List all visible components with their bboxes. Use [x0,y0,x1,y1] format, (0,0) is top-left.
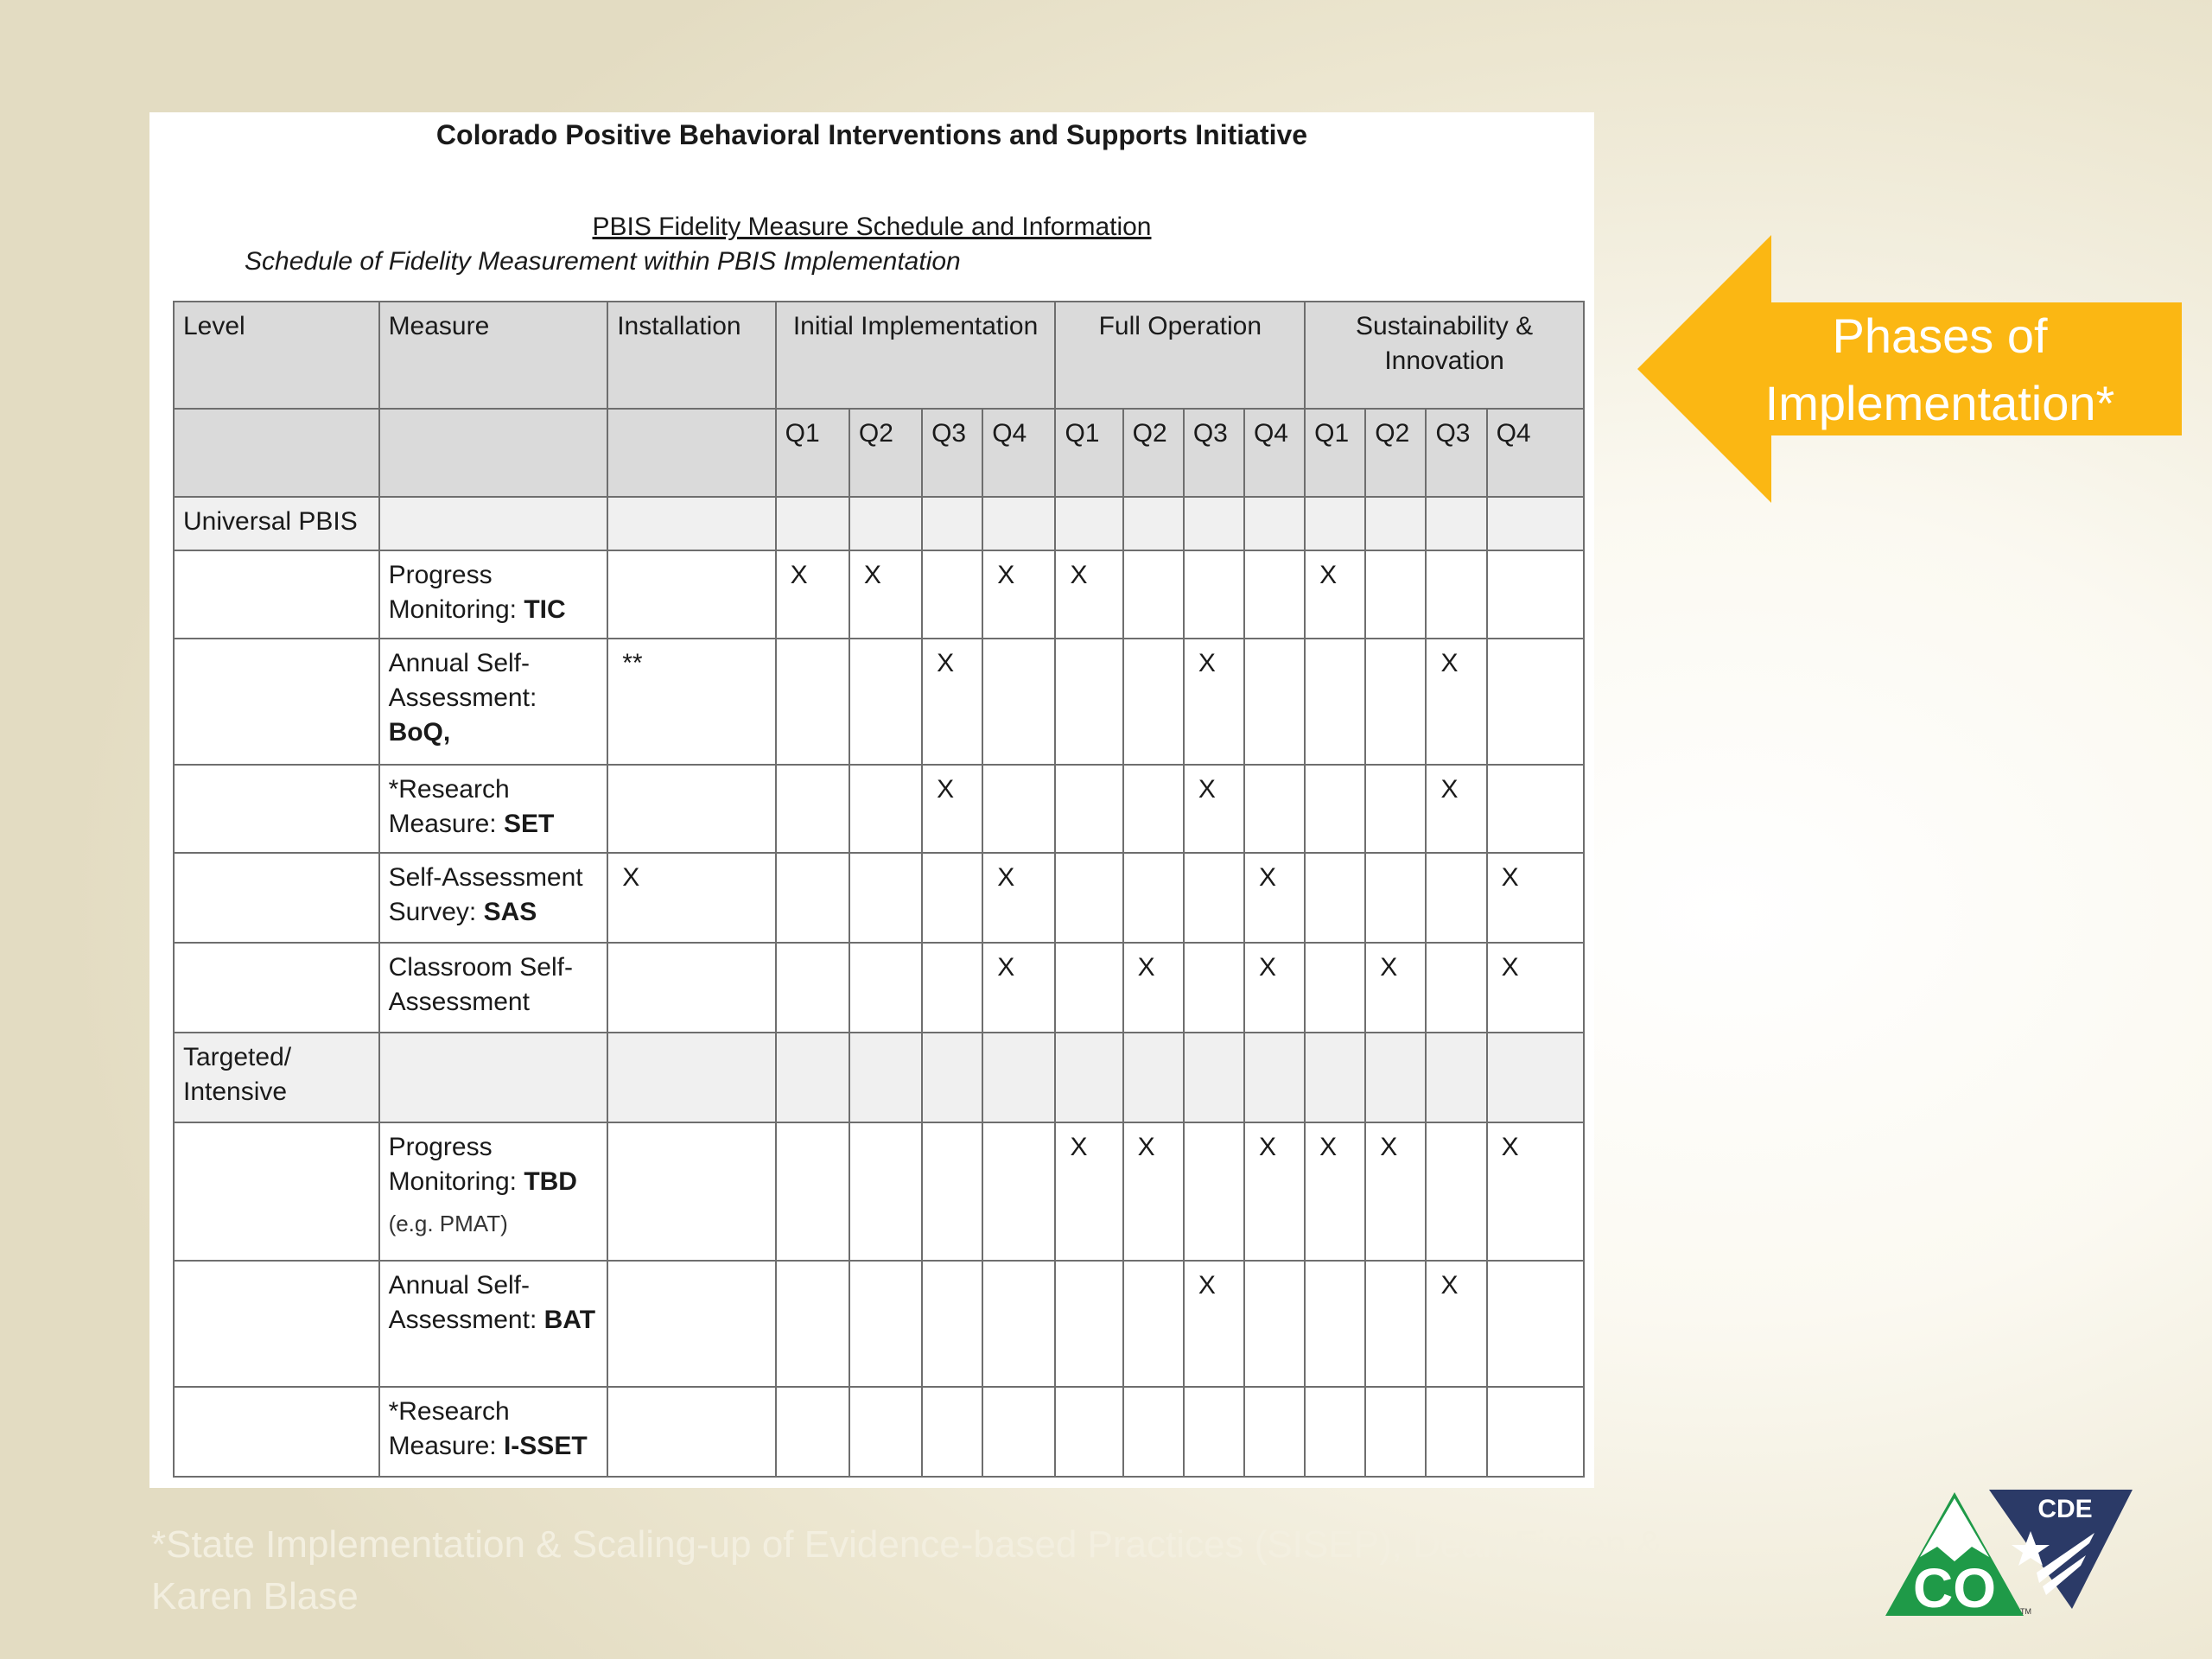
header-row-phases [174,302,1584,409]
empty-cell [1426,497,1486,550]
quarter-mark: X [922,639,982,765]
header-installation: Installation [607,302,775,409]
measure-tool: I-SSET [503,1432,588,1460]
quarter-mark [1426,853,1486,943]
measure-label: Annual Self-Assessment: [388,1271,537,1334]
measure-tool: BAT [543,1306,596,1334]
quarter-mark [776,639,849,765]
measure-cell [379,943,608,1033]
header-blank [174,409,379,497]
quarter-mark [1055,1261,1122,1387]
empty-cell [1365,1033,1426,1122]
installation-mark [607,550,775,639]
empty-cell [1123,497,1184,550]
quarter-header: Q1 [1305,409,1365,497]
tm-mark: TM [2020,1607,2031,1616]
quarter-mark [1055,1387,1122,1477]
empty-cell [1123,1033,1184,1122]
quarter-mark [1244,1387,1305,1477]
quarter-mark [1055,765,1122,853]
quarter-mark: X [1184,765,1244,853]
empty-cell [1244,1033,1305,1122]
quarter-mark [1305,1387,1365,1477]
empty-cell [776,497,849,550]
measure-note: (e.g. PMAT) [388,1211,508,1236]
table-row [174,853,1584,943]
quarter-mark [1123,1387,1184,1477]
quarter-mark [1123,765,1184,853]
quarter-mark [776,853,849,943]
quarter-header: Q4 [1244,409,1305,497]
installation-mark [607,1387,775,1477]
quarter-mark [1305,943,1365,1033]
measure-tool: SAS [483,898,537,926]
empty-cell [849,497,922,550]
empty-cell [1305,497,1365,550]
header-blank [607,409,775,497]
quarter-mark [922,550,982,639]
table-row [174,1261,1584,1387]
header-row-quarters [174,409,1584,497]
quarter-mark [849,943,922,1033]
quarter-mark: X [982,943,1055,1033]
empty-cell [1487,497,1584,550]
document-title: Colorado Positive Behavioral Interventions and Supports Initiative [435,119,1308,150]
quarter-mark [849,639,922,765]
measure-tool: TIC [524,595,566,624]
section-row [174,1033,1584,1122]
measure-label: Annual Self-Assessment: [388,649,537,712]
quarter-mark [776,1261,849,1387]
empty-cell [1426,1033,1486,1122]
quarter-mark [776,1122,849,1261]
quarter-mark [1184,550,1244,639]
measure-label: *Research Measure: [388,775,510,838]
empty-cell [1365,497,1426,550]
quarter-mark [1426,550,1486,639]
installation-mark [607,1122,775,1261]
document-image [149,112,1594,1488]
quarter-mark [982,765,1055,853]
citation-footnote: *State Implementation & Scaling-up of Evidence-based Practices (SISEP), Dean Fixsen & Karen Blase [151,1523,1662,1618]
quarter-mark [849,1261,922,1387]
quarter-mark [849,1387,922,1477]
quarter-mark: X [1365,1122,1426,1261]
measure-tool: SET [503,810,555,838]
installation-mark: ** [607,639,775,765]
quarter-mark [922,1387,982,1477]
empty-cell [174,853,379,943]
quarter-mark: X [1055,550,1122,639]
quarter-mark [776,1387,849,1477]
quarter-mark [1365,639,1426,765]
table-row [174,943,1584,1033]
quarter-mark [1244,639,1305,765]
quarter-header: Q3 [922,409,982,497]
quarter-mark: X [1184,1261,1244,1387]
quarter-mark: X [1487,943,1584,1033]
empty-cell [982,497,1055,550]
quarter-mark: X [1365,943,1426,1033]
quarter-mark [1055,943,1122,1033]
quarter-mark [776,943,849,1033]
quarter-mark [1426,943,1486,1033]
quarter-mark: X [1184,639,1244,765]
empty-cell [379,497,608,550]
table-row [174,765,1584,853]
co-letters: CO [1913,1557,1996,1618]
measure-cell [379,853,608,943]
quarter-mark [1487,1261,1584,1387]
quarter-mark: X [849,550,922,639]
header-blank [379,409,608,497]
quarter-mark: X [1244,853,1305,943]
empty-cell [1055,497,1122,550]
quarter-mark: X [922,765,982,853]
measure-tool: BoQ, [388,718,451,747]
quarter-mark: X [1487,853,1584,943]
quarter-mark [982,1387,1055,1477]
empty-cell [1055,1033,1122,1122]
cde-logo [1885,1488,2133,1618]
quarter-mark: X [1426,1261,1486,1387]
quarter-mark [982,1122,1055,1261]
quarter-mark [1365,1261,1426,1387]
empty-cell [607,1033,775,1122]
section-row [174,497,1584,550]
quarter-mark [1426,1387,1486,1477]
quarter-mark [1123,639,1184,765]
empty-cell [607,497,775,550]
quarter-mark: X [1426,639,1486,765]
installation-mark [607,1261,775,1387]
empty-cell [922,497,982,550]
quarter-mark [1305,853,1365,943]
empty-cell [174,765,379,853]
quarter-mark: X [1055,1122,1122,1261]
quarter-mark [1244,1261,1305,1387]
quarter-mark: X [1305,1122,1365,1261]
measure-cell [379,1122,608,1261]
quarter-mark: X [1123,943,1184,1033]
level-label: Universal PBIS [174,497,379,550]
quarter-mark [849,853,922,943]
measure-label: Progress Monitoring: [388,1133,517,1196]
table-row [174,550,1584,639]
quarter-mark [776,765,849,853]
phases-callout-label: Phases of Implementation* [1764,308,2115,430]
quarter-mark [1305,1261,1365,1387]
document-subtitle: PBIS Fidelity Measure Schedule and Information [592,213,1152,241]
empty-cell [1184,497,1244,550]
quarter-header: Q1 [776,409,849,497]
empty-cell [1305,1033,1365,1122]
quarter-header: Q2 [849,409,922,497]
quarter-mark: X [1244,1122,1305,1261]
table-row [174,1387,1584,1477]
quarter-mark [1365,550,1426,639]
quarter-mark [1426,1122,1486,1261]
quarter-mark [1123,853,1184,943]
quarter-mark [1184,1387,1244,1477]
header-full-operation: Full Operation [1055,302,1305,409]
quarter-header: Q4 [982,409,1055,497]
quarter-mark [849,1122,922,1261]
header-initial-implementation: Initial Implementation [776,302,1056,409]
quarter-mark: X [1426,765,1486,853]
quarter-mark [922,853,982,943]
cde-letters: CDE [2037,1495,2093,1523]
empty-cell [174,943,379,1033]
quarter-header: Q2 [1123,409,1184,497]
empty-cell [1487,1033,1584,1122]
fidelity-schedule-table [173,301,1585,1478]
quarter-mark [1184,853,1244,943]
quarter-mark [1487,639,1584,765]
table-row [174,1122,1584,1261]
quarter-header: Q3 [1426,409,1486,497]
header-sustainability: Sustainability & Innovation [1305,302,1584,409]
quarter-mark: X [1244,943,1305,1033]
quarter-mark: X [982,550,1055,639]
quarter-mark [1365,765,1426,853]
empty-cell [849,1033,922,1122]
measure-label: Self-Assessment Survey: [388,863,583,926]
quarter-mark [1305,639,1365,765]
quarter-mark [982,1261,1055,1387]
empty-cell [922,1033,982,1122]
measure-cell [379,1387,608,1477]
quarter-mark [1184,943,1244,1033]
header-level: Level [174,302,379,409]
quarter-mark [922,1122,982,1261]
quarter-mark: X [1305,550,1365,639]
empty-cell [982,1033,1055,1122]
quarter-mark: X [776,550,849,639]
level-label: Targeted/ Intensive [174,1033,379,1122]
quarter-mark: X [1123,1122,1184,1261]
table-row [174,639,1584,765]
measure-label: Classroom Self-Assessment [388,953,573,1016]
quarter-mark [982,639,1055,765]
empty-cell [1244,497,1305,550]
quarter-mark [1244,550,1305,639]
empty-cell [174,550,379,639]
quarter-mark [922,943,982,1033]
document-caption: Schedule of Fidelity Measurement within PBIS Implementation [245,247,961,276]
measure-label: *Research Measure: [388,1397,510,1460]
empty-cell [1184,1033,1244,1122]
empty-cell [174,1122,379,1261]
quarter-mark [1365,853,1426,943]
quarter-mark [1487,765,1584,853]
header-measure: Measure [379,302,608,409]
empty-cell [174,1261,379,1387]
quarter-mark [1123,550,1184,639]
empty-cell [174,639,379,765]
measure-label: Progress Monitoring: [388,561,517,624]
quarter-mark [1365,1387,1426,1477]
quarter-header: Q1 [1055,409,1122,497]
quarter-header: Q2 [1365,409,1426,497]
quarter-header: Q3 [1184,409,1244,497]
measure-cell [379,550,608,639]
empty-cell [379,1033,608,1122]
measure-cell [379,1261,608,1387]
quarter-mark [1184,1122,1244,1261]
empty-cell [174,1387,379,1477]
measure-tool: TBD [524,1167,577,1196]
quarter-mark [1305,765,1365,853]
quarter-mark [1487,1387,1584,1477]
quarter-mark [1055,639,1122,765]
quarter-mark [849,765,922,853]
quarter-mark [922,1261,982,1387]
quarter-mark: X [982,853,1055,943]
installation-mark: X [607,853,775,943]
quarter-mark: X [1487,1122,1584,1261]
measure-cell [379,639,608,765]
installation-mark [607,943,775,1033]
measure-cell [379,765,608,853]
quarter-mark [1055,853,1122,943]
quarter-mark [1123,1261,1184,1387]
empty-cell [776,1033,849,1122]
quarter-mark [1487,550,1584,639]
installation-mark [607,765,775,853]
quarter-header: Q4 [1487,409,1584,497]
quarter-mark [1244,765,1305,853]
